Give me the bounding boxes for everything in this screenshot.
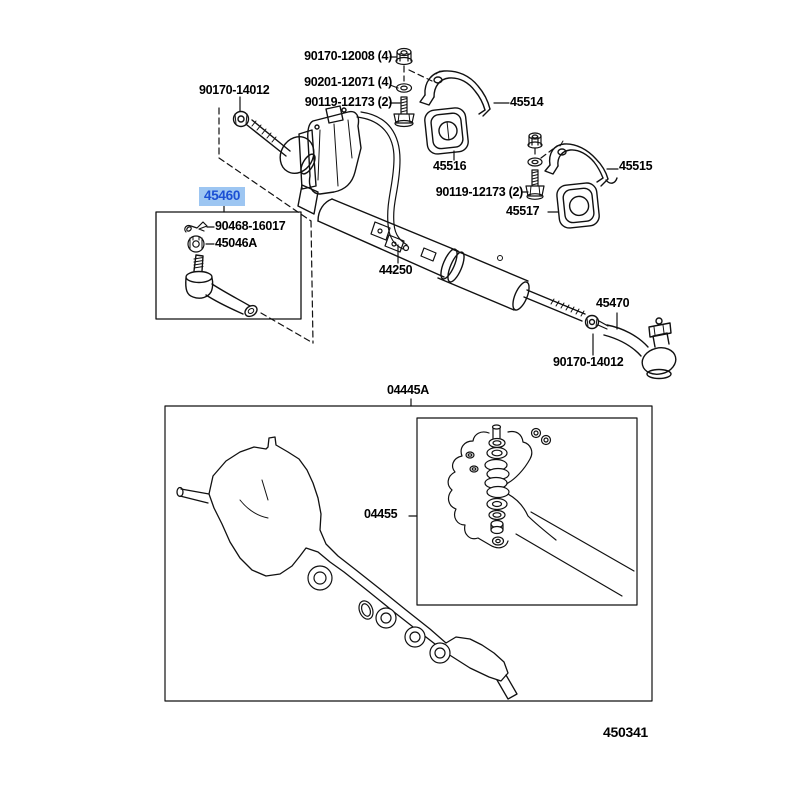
part-label-04445A[interactable]: 04445A [387, 383, 429, 397]
rack-end-rod [524, 290, 585, 321]
rack-end-nut-left [234, 112, 249, 127]
rod-lock-nut [586, 316, 609, 330]
gasket-kit-box [165, 406, 652, 701]
part-label-45514[interactable]: 45514 [510, 95, 544, 109]
figure-number: 450341 [603, 724, 648, 740]
inner-tie-rod-left [247, 120, 290, 156]
part-label-90119-12173-mid[interactable]: 90119-12173 (2) [435, 185, 523, 199]
nut-icon [396, 49, 412, 65]
clip-icon [185, 222, 207, 232]
part-label-45517[interactable]: 45517 [506, 204, 540, 218]
bolt-icon [526, 170, 544, 199]
part-label-90170-12008[interactable]: 90170-12008 (4) [304, 49, 392, 63]
gasket-outline-drawing [177, 437, 517, 699]
valve-kit-drawing [448, 425, 634, 596]
part-label-44250[interactable]: 44250 [379, 263, 413, 277]
seal-rings [308, 566, 450, 663]
grommet-45517 [556, 182, 600, 229]
valve-housing [298, 106, 361, 214]
part-label-45470[interactable]: 45470 [596, 296, 630, 310]
part-label-90170-14012-right[interactable]: 90170-14012 [553, 355, 624, 369]
part-label-90201-12071[interactable]: 90201-12071 (4) [304, 75, 392, 89]
bolt-icon [394, 97, 414, 127]
power-cylinder [438, 247, 533, 312]
part-label-04455[interactable]: 04455 [364, 507, 398, 521]
bracket-45514 [420, 71, 490, 116]
fastener-stack-top [394, 49, 414, 127]
part-label-90468-16017[interactable]: 90468-16017 [215, 219, 286, 233]
grommet-45516 [424, 107, 469, 155]
washer-icon [528, 158, 542, 166]
tie-rod-end-right [604, 318, 679, 379]
part-label-90170-14012-left[interactable]: 90170-14012 [199, 83, 270, 97]
fastener-stack-mid [526, 133, 544, 199]
valve-kit-detail-box [417, 418, 637, 605]
tie-rod-end-drawing [186, 255, 259, 319]
part-label-90119-12173-upper[interactable]: 90119-12173 (2) [304, 95, 392, 109]
bracket-45515 [545, 141, 617, 186]
part-label-45515[interactable]: 45515 [619, 159, 653, 173]
castle-nut-icon [188, 236, 204, 252]
washer-icon [397, 84, 412, 92]
part-label-45516[interactable]: 45516 [433, 159, 467, 173]
nut-icon [528, 133, 542, 148]
part-label-45460-selected[interactable]: 45460 [199, 187, 245, 206]
part-label-45046A[interactable]: 45046A [215, 236, 257, 250]
